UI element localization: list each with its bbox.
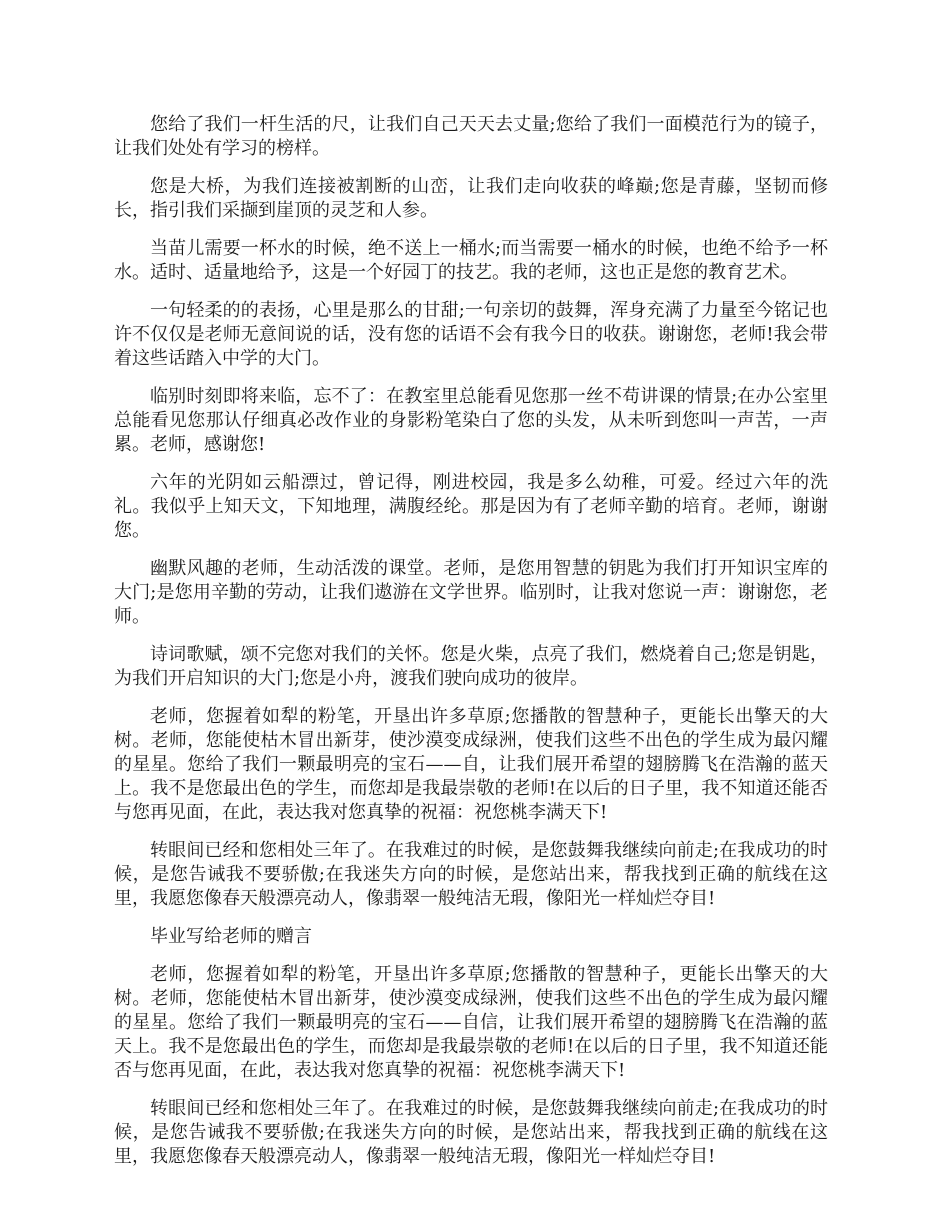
paragraph-chalk-plough: 老师，您握着如犁的粉笔，开垦出许多草原;您播散的智慧种子，更能长出擎天的大树。老师，您能使枯木冒出新芽，使沙漠变成绿洲，使我们这些不出色的学生成为最闪耀的星星。您给了我们一颗最明亮的宝石——自，让我们展开希望的翅膀腾飞在浩瀚的蓝天上。我不是您最出色的学生，而您却是我最崇敬的老师!在以后的日子里，我不知道还能否与您再见面，在此，表达我对您真挚的祝福：祝您桃李满天下! [114,706,828,823]
paragraph-six-years: 六年的光阴如云船漂过，曾记得，刚进校园，我是多么幼稚，可爱。经过六年的洗礼。我似乎上知天文，下知地理，满腹经纶。那是因为有了老师辛勤的培育。老师，谢谢您。 [114,472,828,541]
paragraph-ruler-mirror: 您给了我们一杆生活的尺，让我们自己天天去丈量;您给了我们一面模范行为的镜子，让我们处处有学习的榜样。 [114,114,828,159]
paragraph-chalk-plough-repeat: 老师，您握着如犁的粉笔，开垦出许多草原;您播散的智慧种子，更能长出擎天的大树。老师，您能使枯木冒出新芽，使沙漠变成绿洲，使我们这些不出色的学生成为最闪耀的星星。您给了我们一颗最明亮的宝石——自信，让我们展开希望的翅膀腾飞在浩瀚的蓝天上。我不是您最出色的学生，而您却是我最崇敬的老师!在以后的日子里，我不知道还能否与您再见面，在此，表达我对您真挚的祝福：祝您桃李满天下! [114,964,828,1081]
paragraph-farewell: 临别时刻即将来临，忘不了：在教室里总能看见您那一丝不苟讲课的情景;在办公室里总能看见您那认仔细真必改作业的身影粉笔染白了您的头发，从未听到您叫一声苦，一声累。老师，感谢您! [114,386,828,455]
paragraph-humorous-teacher: 幽默风趣的老师，生动活泼的课堂。老师，是您用智慧的钥匙为我们打开知识宝库的大门;是您用辛勤的劳动，让我们遨游在文学世界。临别时，让我对您说一声：谢谢您，老师。 [114,558,828,627]
paragraph-three-years: 转眼间已经和您相处三年了。在我难过的时候，是您鼓舞我继续向前走;在我成功的时候，是您告诫我不要骄傲;在我迷失方向的时候，是您站出来，帮我找到正确的航线在这里，我愿您像春天般漂亮动人，像翡翠一般纯洁无瑕，像阳光一样灿烂夺目! [114,840,828,909]
paragraph-poetry: 诗词歌赋，颂不完您对我们的关怀。您是火柴，点亮了我们，燃烧着自己;您是钥匙，为我们开启知识的大门;您是小舟，渡我们驶向成功的彼岸。 [114,644,828,689]
paragraph-bridge-vine: 您是大桥，为我们连接被割断的山峦，让我们走向收获的峰巅;您是青藤，坚韧而修长，指引我们采撷到崖顶的灵芝和人参。 [114,176,828,221]
section-heading: 毕业写给老师的赠言 [150,926,312,947]
document-page [114,113,828,1183]
paragraph-praise: 一句轻柔的的表扬，心里是那么的甘甜;一句亲切的鼓舞，浑身充满了力量至今铭记也许不仅仅是老师无意间说的话，没有您的话语不会有我今日的收获。谢谢您，老师!我会带着这些话踏入中学的大门。 [114,300,828,369]
paragraph-three-years-repeat: 转眼间已经和您相处三年了。在我难过的时候，是您鼓舞我继续向前走;在我成功的时候，是您告诫我不要骄傲;在我迷失方向的时候，是您站出来，帮我找到正确的航线在这里，我愿您像春天般漂亮动人，像翡翠一般纯洁无瑕，像阳光一样灿烂夺目! [114,1098,828,1167]
paragraph-gardener: 当苗儿需要一杯水的时候，绝不送上一桶水;而当需要一桶水的时候，也绝不给予一杯水。适时、适量地给予，这是一个好园丁的技艺。我的老师，这也正是您的教育艺术。 [114,238,828,283]
